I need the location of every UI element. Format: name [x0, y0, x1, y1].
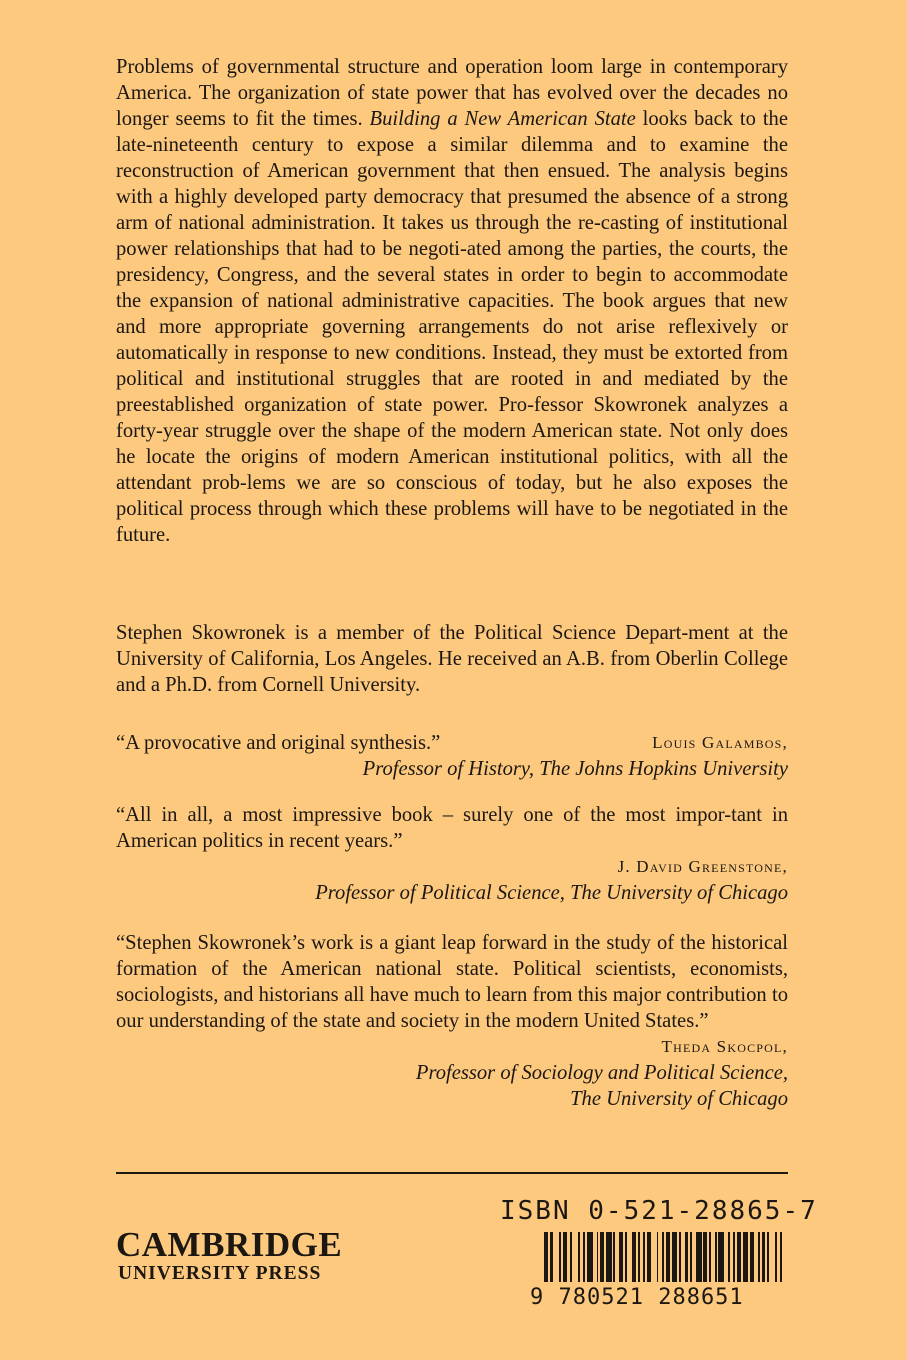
blurb-quote-text: “A provocative and original synthesis.”	[116, 732, 441, 754]
description-text-rest: looks back to the late-nineteenth century to expose a similar dilemma and to examine the reconstruction of American government that then ensued. The analysis begins with a highly developed party democracy that presumed the absence of a strong arm of national administration. It takes us through the re-casting of institutional power relationships that had to be negoti-ated among the parties, the courts, the presidency, Congress, and the several states in order to begin to accommodate the expansion of national administrative capacities. The book argues that new and more appropriate governing arrangements do not arise reflexively or automatically in response to new conditions. Instead, they must be extorted from political and institutional struggles that are rooted in and mediated by the preestablished organization of state power. Pro-fessor Skowronek analyzes a forty-year struggle over the shape of the modern American state. Not only does he locate the origins of modern American institutional politics, with all the attendant prob-lems we are so conscious of today, but he also exposes the political process through which these problems will have to be negotiated in the future.	[116, 108, 788, 546]
author-bio	[116, 620, 788, 698]
blurb-greenstone	[116, 802, 788, 906]
footer-divider	[116, 1172, 788, 1174]
publisher-logo-name: CAMBRIDGE	[116, 1225, 343, 1264]
blurb-skocpol	[116, 930, 788, 1112]
publisher-logo-subtitle: UNIVERSITY PRESS	[118, 1263, 322, 1284]
isbn-barcode	[530, 1232, 786, 1286]
blurb-quote-text: “Stephen Skowronek’s work is a giant leap forward in the study of the historical formation of the American national state. Political scientists, economists, sociologists, and historians all have much to learn from this major contribution to our understanding of the state and society in the modern United States.”	[116, 932, 788, 1032]
author-bio-text: Stephen Skowronek is a member of the Political Science Depart-ment at the University of California, Los Angeles. He received an A.B. from Oberlin College and a Ph.D. from Cornell University.	[116, 622, 788, 696]
barcode-digits: 9 780521 288651	[530, 1285, 744, 1310]
blurb-author-affiliation: Professor of Political Science, The University of Chicago	[315, 882, 788, 904]
isbn-label: ISBN 0-521-28865-7	[500, 1196, 818, 1226]
blurb-quote-text: “All in all, a most impressive book – surely one of the most impor-tant in American politics in recent years.”	[116, 804, 788, 852]
blurb-galambos	[116, 730, 788, 782]
blurb-author-name: J. David Greenstone,	[617, 857, 788, 876]
description-text-start: Problems of governmental structure and operation loom large in contemporary America. The organization of state power that has evolved over the decades no longer seems to fit the times.	[116, 56, 788, 130]
blurb-author-name: Theda Skocpol,	[661, 1037, 788, 1056]
blurb-author-affiliation-line1: Professor of Sociology and Political Science,	[415, 1062, 788, 1084]
book-description	[116, 54, 788, 548]
blurb-author-affiliation: Professor of History, The Johns Hopkins University	[362, 758, 788, 780]
barcode-bars	[544, 1232, 786, 1282]
blurb-author-affiliation-line2: The University of Chicago	[570, 1088, 788, 1110]
book-title: Building a New American State	[369, 108, 636, 130]
blurb-author-name: Louis Galambos,	[652, 733, 788, 752]
